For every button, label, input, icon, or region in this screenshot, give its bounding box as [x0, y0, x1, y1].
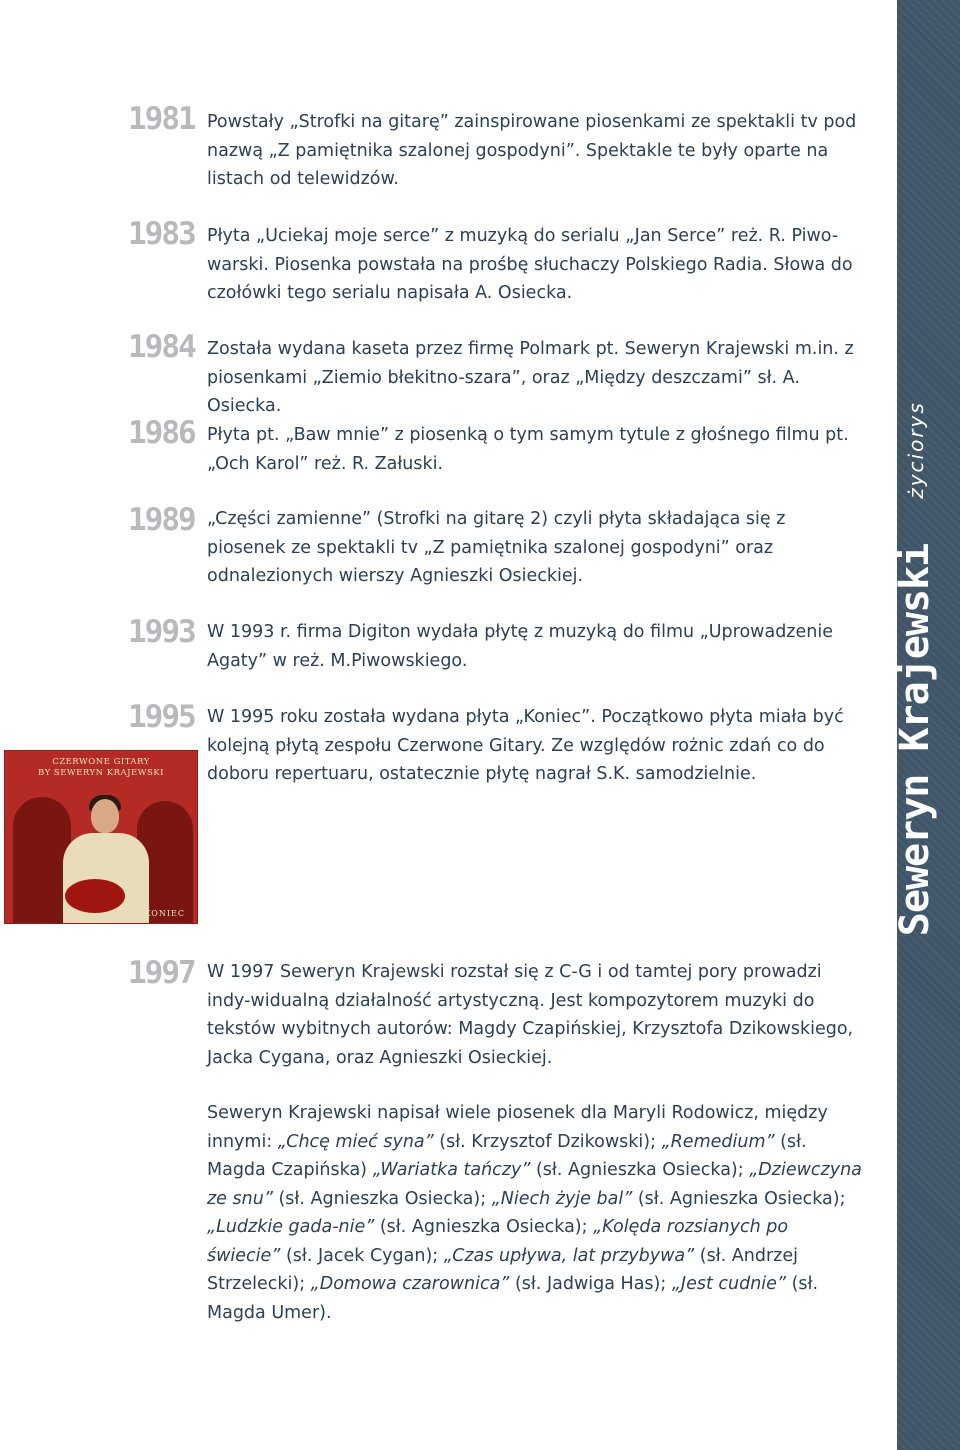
entry-text-1989: „Części zamienne” (Strofki na gitarę 2) czyli płyta składająca się z piosenek ze spektakli tv „Z pamiętnika szalonej gospodyni” oraz odnalezionych wierszy Agnieszki Osieckiej.: [207, 509, 786, 586]
song-title: „Ludzkie gada-nie”: [207, 1217, 375, 1237]
cover-person-head: [91, 799, 119, 833]
entry-text-1986: Płyta pt. „Baw mnie” z piosenką o tym samym tytule z głośnego filmu pt. „Och Karol” reż. R. Załuski.: [207, 425, 849, 474]
song-title: „Chcę mieć syna”: [277, 1131, 434, 1152]
entry-text-1981: Powstały „Strofki na gitarę” zainspirowane piosenkami ze spektakli tv pod nazwą „Z pamiętnika szalonej gospodyni”. Spektakle te były oparte na listach od telewidzów.: [207, 112, 857, 189]
cover-guitar: [65, 879, 125, 913]
songs-paragraph: [207, 1099, 862, 1327]
album-cover-title-line2: BY SEWERYN KRAJEWSKI: [37, 768, 165, 778]
song-title: „Wariatka tańczy”: [372, 1160, 531, 1180]
page-number: 4: [907, 1428, 917, 1446]
song-title: „Czas upływa, lat przybywa”: [443, 1245, 695, 1266]
album-cover-title: [21, 757, 181, 779]
entry-text-1997: W 1997 Seweryn Krajewski rozstał się z C-G i od tamtej pory prowadzi indy-widualną działalność artystyczną. Jest kompozytorem muzyki do tekstów wybitnych autorów: Magdy Czapińskiej, Krzysztofa Dzikowskiego, Jacka Cygana, oraz Agnieszki Osieckiej.: [207, 962, 854, 1068]
song-credit: (sł. Magda Umer).: [207, 1274, 819, 1323]
song-title: „Kolęda rozsianych po świecie”: [207, 1217, 789, 1266]
year-1993: 1993: [128, 614, 195, 650]
song-title: „Domowa czarownica”: [310, 1274, 510, 1294]
sidebar-name-text: Seweryn Krajewski: [892, 543, 938, 937]
song-credit: (sł. Jadwiga Has);: [509, 1274, 672, 1294]
album-cover-label: KONIEC: [144, 909, 185, 918]
year-1981: 1981: [128, 101, 195, 137]
song-credit: (sł. Jacek Cygan);: [280, 1245, 444, 1266]
album-cover-image: [5, 751, 197, 923]
year-1989: 1989: [128, 502, 195, 538]
song-title: „Niech żyje bal”: [491, 1188, 633, 1209]
year-1986: 1986: [128, 415, 195, 451]
sidebar-subtitle: [896, 401, 936, 499]
song-title: „Jest cudnie”: [671, 1274, 786, 1294]
song-title: „Remedium”: [661, 1131, 775, 1152]
song-credit: (sł. Agnieszka Osiecka);: [530, 1160, 750, 1180]
year-1984: 1984: [128, 329, 195, 365]
year-1995: 1995: [128, 699, 195, 735]
song-credit: (sł. Agnieszka Osiecka);: [374, 1217, 594, 1237]
songs-intro: Seweryn Krajewski napisał wiele piosenek dla Maryli Rodowicz, między innymi:: [207, 1103, 828, 1152]
song-credit: (sł. Agnieszka Osiecka);: [632, 1188, 846, 1209]
song-credit: (sł. Magda Czapińska): [207, 1131, 807, 1180]
song-title: „Dziewczyna ze snu”: [207, 1160, 862, 1209]
entry-text-1993: W 1993 r. firma Digiton wydała płytę z muzyką do filmu „Uprowadzenie Agaty” w reż. M.Piwowskiego.: [207, 622, 833, 671]
album-cover-title-line1: CZERWONE GITARY: [52, 757, 150, 767]
year-1997: 1997: [128, 955, 195, 991]
entry-text-1984: Została wydana kaseta przez firmę Polmark pt. Seweryn Krajewski m.in. z piosenkami „Ziemio błekitno-szara”, oraz „Między deszczami” sł. A. Osiecka.: [207, 339, 854, 416]
song-credit: (sł. Krzysztof Dzikowski);: [433, 1131, 662, 1152]
entry-text-1995: W 1995 roku została wydana płyta „Koniec”. Początkowo płyta miała być kolejną płytą zespołu Czerwone Gitary. Ze względów rożnic zdań co do doboru repertuaru, ostatecznie płytę nagrał S.K. samodzielnie.: [207, 707, 844, 784]
year-1983: 1983: [128, 216, 195, 252]
entry-text-1983: Płyta „Uciekaj moje serce” z muzyką do serialu „Jan Serce” reż. R. Piwo-warski. Piosenka powstała na prośbę słuchaczy Polskiego Radia. Słowa do czołówki tego serialu napisała A. Osiecka.: [207, 226, 853, 303]
sidebar-name: [880, 530, 950, 950]
song-credit: (sł. Agnieszka Osiecka);: [272, 1188, 492, 1209]
sidebar-subtitle-text: życiorys: [904, 401, 928, 499]
song-credit: (sł. Andrzej Strzelecki);: [207, 1245, 798, 1294]
